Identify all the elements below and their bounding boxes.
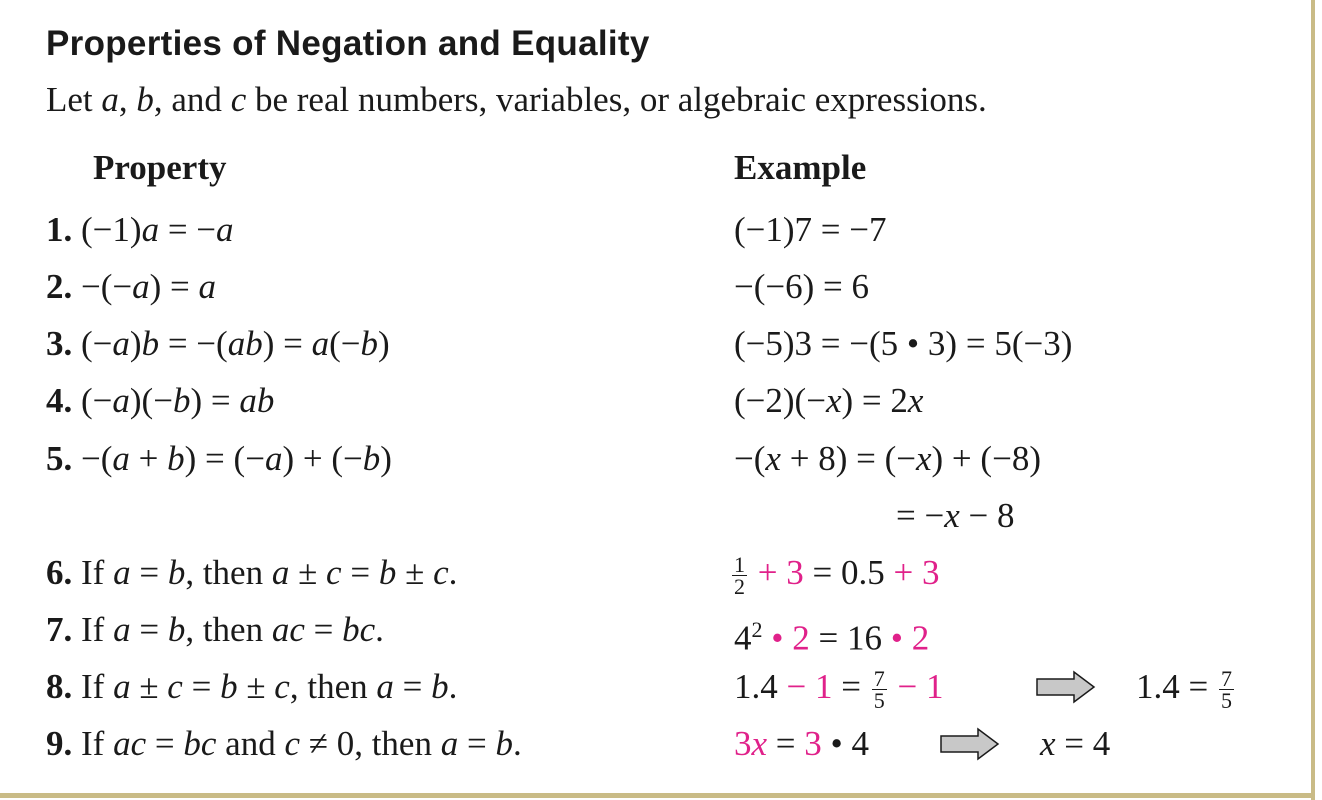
fraction xyxy=(732,552,747,600)
math-segment: , then xyxy=(185,553,272,592)
math-segment: −(− xyxy=(81,267,133,306)
math-var: a xyxy=(141,210,160,249)
intro-segment: , and xyxy=(153,80,231,119)
row-number: 5. xyxy=(46,439,73,478)
example-5 xyxy=(734,439,1041,479)
math-var: a xyxy=(112,324,130,363)
math-segment: −(−6) = 6 xyxy=(734,267,870,306)
page-title: Properties of Negation and Equality xyxy=(46,24,650,63)
math-var: a xyxy=(112,439,130,478)
math-segment: ≠ 0, then xyxy=(300,724,441,763)
math-segment: ) = (− xyxy=(184,439,265,478)
property-1 xyxy=(46,210,234,250)
math-segment: • 4 xyxy=(821,724,870,763)
math-segment: (− xyxy=(81,381,113,420)
math-var: b xyxy=(495,724,513,763)
fraction xyxy=(1219,666,1234,714)
math-var: c xyxy=(284,724,300,763)
intro-segment: Let xyxy=(46,80,102,119)
fraction-numerator: 7 xyxy=(873,666,885,692)
example-5-continuation xyxy=(896,496,1015,536)
math-segment: and xyxy=(216,724,285,763)
fraction-numerator: 7 xyxy=(1221,666,1232,692)
math-segment: ) = xyxy=(262,324,312,363)
math-var: a xyxy=(112,381,130,420)
row-number: 4. xyxy=(46,381,73,420)
math-segment: −( xyxy=(734,439,766,478)
math-segment: = 0.5 xyxy=(803,553,885,592)
math-segment: ± xyxy=(289,553,327,592)
row-number: 2. xyxy=(46,267,73,306)
math-var: c xyxy=(433,553,449,592)
math-var: b xyxy=(141,324,160,363)
property-7 xyxy=(46,610,384,650)
math-segment: = −( xyxy=(159,324,228,363)
property-3 xyxy=(46,324,390,364)
fraction-denominator: 5 xyxy=(873,688,885,714)
math-segment: = xyxy=(130,553,168,592)
math-segment: −( xyxy=(81,439,113,478)
math-segment: ) = 2 xyxy=(841,381,908,420)
right-arrow-icon xyxy=(1036,670,1096,704)
row-number: 1. xyxy=(46,210,73,249)
highlight-term: • 2 xyxy=(882,618,930,658)
property-6 xyxy=(46,553,457,593)
math-segment: (−5)3 = −(5 • 3) = 5(−3) xyxy=(734,324,1073,363)
math-var: b xyxy=(167,610,186,649)
math-segment: ) xyxy=(129,324,142,363)
math-var: a xyxy=(376,667,394,706)
math-segment: = − xyxy=(896,496,945,535)
example-9 xyxy=(734,724,869,764)
math-segment: ± xyxy=(130,667,168,706)
math-segment: If xyxy=(72,667,114,706)
highlight-term: 3 xyxy=(734,724,752,763)
math-segment: (−1)7 = −7 xyxy=(734,210,887,249)
math-segment: , then xyxy=(289,667,377,706)
math-segment: = 3 xyxy=(767,724,822,763)
example-6 xyxy=(730,552,940,600)
math-var: x xyxy=(765,439,781,478)
math-var: c xyxy=(274,667,290,706)
math-var: a xyxy=(440,724,459,763)
math-var: b xyxy=(167,553,186,592)
property-4 xyxy=(46,381,274,421)
math-var: a xyxy=(132,267,150,306)
math-segment: If xyxy=(72,724,114,763)
math-var: c xyxy=(167,667,183,706)
math-var: c xyxy=(326,553,342,592)
example-3 xyxy=(734,324,1072,364)
math-segment: + xyxy=(129,439,168,478)
fraction-numerator: 1 xyxy=(734,552,745,578)
math-segment: = xyxy=(832,667,870,706)
math-segment: , then xyxy=(185,610,272,649)
math-var: b xyxy=(172,381,191,420)
highlight-term: − 1 xyxy=(888,667,944,706)
intro-text xyxy=(46,80,987,120)
math-segment: + 8) = (− xyxy=(780,439,916,478)
highlight-term: • 2 xyxy=(762,618,810,658)
math-segment: ) xyxy=(380,439,392,478)
math-var: x xyxy=(907,381,924,420)
math-segment: (−2)(− xyxy=(734,381,826,420)
row-number: 9. xyxy=(46,724,73,763)
math-var: ab xyxy=(227,324,263,363)
math-var: a xyxy=(271,553,290,592)
math-segment: = 16 xyxy=(809,618,883,658)
math-var: a xyxy=(113,610,131,649)
math-segment: = xyxy=(458,724,496,763)
example-8-result xyxy=(1136,666,1236,714)
math-var: b xyxy=(360,324,379,363)
math-segment: . xyxy=(375,610,384,649)
intro-var-c: c xyxy=(230,80,247,119)
fraction-denominator: 2 xyxy=(734,574,745,600)
example-8 xyxy=(734,666,944,714)
math-segment: = xyxy=(341,553,379,592)
math-segment: ± xyxy=(396,553,434,592)
highlight-term: + 3 xyxy=(884,553,940,592)
highlight-term: 3 xyxy=(804,724,822,763)
math-var: a xyxy=(198,267,217,306)
math-var: b xyxy=(220,667,238,706)
math-var: x xyxy=(751,724,768,763)
intro-segment: , xyxy=(118,80,137,119)
highlight-term: − 1 xyxy=(777,667,833,706)
math-var: x xyxy=(944,496,960,535)
math-var: a xyxy=(311,324,330,363)
math-segment: ) + (−8) xyxy=(931,439,1041,478)
math-segment: = xyxy=(130,610,168,649)
math-var: x xyxy=(825,381,842,420)
math-var: b xyxy=(362,439,381,478)
math-var: x xyxy=(915,439,932,478)
math-var: b xyxy=(167,439,185,478)
math-segment: (− xyxy=(329,324,361,363)
math-segment: ± xyxy=(237,667,275,706)
math-segment: . xyxy=(448,667,458,706)
math-var: bc xyxy=(342,610,376,649)
math-segment: − 8 xyxy=(959,496,1015,535)
math-segment: = − xyxy=(159,210,217,249)
math-var: b xyxy=(431,667,449,706)
example-7 xyxy=(734,610,929,659)
header-property: Property xyxy=(93,148,227,187)
example-2 xyxy=(734,267,869,307)
math-var: ab xyxy=(239,381,275,420)
math-segment: . xyxy=(512,724,522,763)
intro-var-a: a xyxy=(101,80,119,119)
property-8 xyxy=(46,667,457,707)
math-segment: = xyxy=(182,667,221,706)
intro-var-b: b xyxy=(136,80,154,119)
page-border-bottom xyxy=(0,793,1315,798)
math-segment: ) = xyxy=(190,381,240,420)
math-segment: If xyxy=(72,553,114,592)
exponent: 2 xyxy=(751,617,763,642)
math-segment: )(− xyxy=(129,381,173,420)
math-var: a xyxy=(216,210,234,249)
math-segment: If xyxy=(72,610,114,649)
math-var: x xyxy=(1040,724,1056,763)
property-5 xyxy=(46,439,392,479)
math-segment: = xyxy=(393,667,432,706)
row-number: 6. xyxy=(46,553,73,592)
header-example: Example xyxy=(734,148,867,187)
math-segment: 1.4 = xyxy=(1136,667,1217,706)
property-9 xyxy=(46,724,522,764)
math-segment: . xyxy=(448,553,458,592)
math-var: bc xyxy=(183,724,217,763)
property-2 xyxy=(46,267,216,307)
fraction-denominator: 5 xyxy=(1221,688,1232,714)
math-var: b xyxy=(378,553,397,592)
math-segment: = 4 xyxy=(1055,724,1111,763)
math-var: a xyxy=(113,553,131,592)
math-segment: = xyxy=(146,724,184,763)
example-1 xyxy=(734,210,887,250)
math-segment: ) = xyxy=(149,267,199,306)
row-number: 3. xyxy=(46,324,73,363)
row-number: 7. xyxy=(46,610,73,649)
math-segment: (− xyxy=(81,324,113,363)
page-border-right xyxy=(1311,0,1315,800)
example-4 xyxy=(734,381,923,421)
math-segment: 1.4 xyxy=(734,667,778,706)
math-segment: 4 xyxy=(734,618,752,658)
math-segment: = xyxy=(304,610,343,649)
fraction xyxy=(872,666,887,714)
math-segment: ) xyxy=(378,324,390,363)
highlight-term: + 3 xyxy=(749,553,804,592)
right-arrow-icon xyxy=(940,727,1000,761)
example-9-result xyxy=(1040,724,1110,764)
row-number: 8. xyxy=(46,667,73,706)
math-segment: (−1) xyxy=(81,210,142,249)
math-var: a xyxy=(113,667,131,706)
intro-segment: be real numbers, variables, or algebraic expressions. xyxy=(246,80,987,119)
math-var: ac xyxy=(271,610,305,649)
math-var: ac xyxy=(113,724,147,763)
math-segment: ) + (− xyxy=(282,439,363,478)
math-var: a xyxy=(264,439,283,478)
